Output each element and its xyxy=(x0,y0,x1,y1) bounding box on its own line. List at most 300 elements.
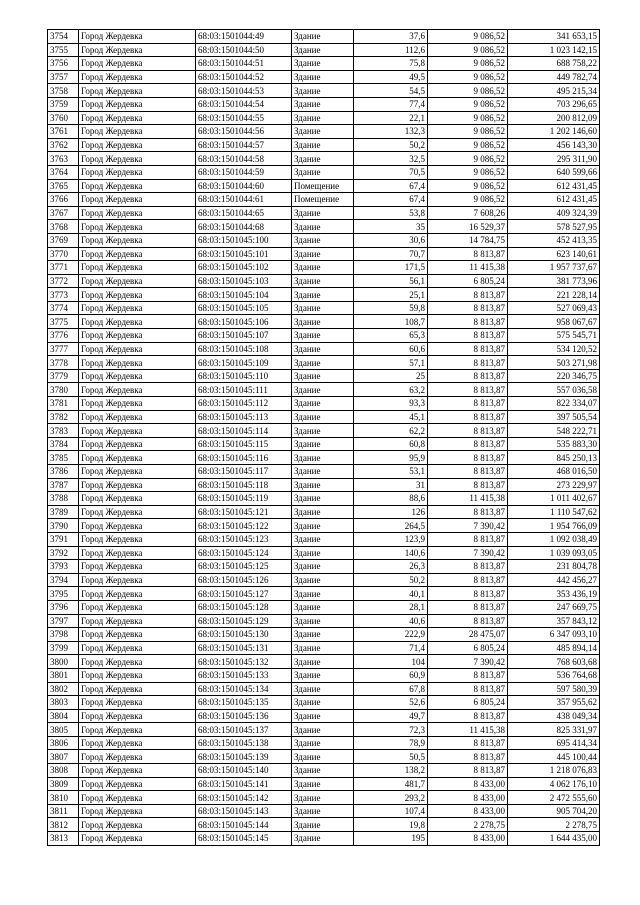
row-number-cell: 3777 xyxy=(48,342,79,356)
cadastral-value-cell: 1 644 435,00 xyxy=(508,832,600,846)
settlement-name-cell: Город Жердевка xyxy=(79,356,196,370)
cadastral-number-cell: 68:03:1501045:139 xyxy=(196,750,292,764)
cadastral-number-cell: 68:03:1501045:125 xyxy=(196,560,292,574)
table-row xyxy=(48,152,600,166)
table-row xyxy=(48,818,600,832)
table-row xyxy=(48,668,600,682)
settlement-name-cell: Город Жердевка xyxy=(79,750,196,764)
specific-value-cell: 7 390,42 xyxy=(428,519,508,533)
object-type-cell: Здание xyxy=(292,43,354,57)
settlement-name-cell: Город Жердевка xyxy=(79,70,196,84)
object-type-cell: Здание xyxy=(292,655,354,669)
settlement-name-cell: Город Жердевка xyxy=(79,546,196,560)
specific-value-cell: 8 813,87 xyxy=(428,315,508,329)
object-type-cell: Здание xyxy=(292,261,354,275)
table-row xyxy=(48,165,600,179)
cadastral-value-cell: 357 843,12 xyxy=(508,614,600,628)
area-cell: 126 xyxy=(354,505,428,519)
area-cell: 28,1 xyxy=(354,600,428,614)
row-number-cell: 3772 xyxy=(48,274,79,288)
row-number-cell: 3786 xyxy=(48,465,79,479)
area-cell: 35 xyxy=(354,220,428,234)
object-type-cell: Здание xyxy=(292,764,354,778)
settlement-name-cell: Город Жердевка xyxy=(79,519,196,533)
table-row xyxy=(48,492,600,506)
specific-value-cell: 9 086,52 xyxy=(428,165,508,179)
row-number-cell: 3776 xyxy=(48,329,79,343)
specific-value-cell: 8 813,87 xyxy=(428,505,508,519)
row-number-cell: 3762 xyxy=(48,138,79,152)
row-number-cell: 3808 xyxy=(48,764,79,778)
cadastral-number-cell: 68:03:1501045:110 xyxy=(196,369,292,383)
cadastral-number-cell: 68:03:1501045:101 xyxy=(196,247,292,261)
cadastral-number-cell: 68:03:1501045:114 xyxy=(196,424,292,438)
specific-value-cell: 9 086,52 xyxy=(428,193,508,207)
settlement-name-cell: Город Жердевка xyxy=(79,560,196,574)
cadastral-number-cell: 68:03:1501045:130 xyxy=(196,628,292,642)
cadastral-value-cell: 1 957 737,67 xyxy=(508,261,600,275)
cadastral-value-cell: 688 758,22 xyxy=(508,57,600,71)
table-row xyxy=(48,84,600,98)
specific-value-cell: 8 813,87 xyxy=(428,600,508,614)
cadastral-number-cell: 68:03:1501045:137 xyxy=(196,723,292,737)
table-row xyxy=(48,832,600,846)
area-cell: 93,3 xyxy=(354,397,428,411)
row-number-cell: 3761 xyxy=(48,125,79,139)
area-cell: 22,1 xyxy=(354,111,428,125)
row-number-cell: 3767 xyxy=(48,206,79,220)
specific-value-cell: 9 086,52 xyxy=(428,152,508,166)
specific-value-cell: 8 433,00 xyxy=(428,804,508,818)
cadastral-number-cell: 68:03:1501044:57 xyxy=(196,138,292,152)
settlement-name-cell: Город Жердевка xyxy=(79,206,196,220)
area-cell: 112,6 xyxy=(354,43,428,57)
cadastral-value-cell: 357 955,62 xyxy=(508,696,600,710)
cadastral-number-cell: 68:03:1501045:126 xyxy=(196,573,292,587)
settlement-name-cell: Город Жердевка xyxy=(79,125,196,139)
cadastral-value-cell: 468 016,50 xyxy=(508,465,600,479)
cadastral-number-cell: 68:03:1501045:108 xyxy=(196,342,292,356)
area-cell: 60,8 xyxy=(354,437,428,451)
object-type-cell: Здание xyxy=(292,125,354,139)
cadastral-value-cell: 220 346,75 xyxy=(508,369,600,383)
specific-value-cell: 8 813,87 xyxy=(428,424,508,438)
row-number-cell: 3769 xyxy=(48,233,79,247)
area-cell: 49,5 xyxy=(354,70,428,84)
settlement-name-cell: Город Жердевка xyxy=(79,655,196,669)
area-cell: 140,6 xyxy=(354,546,428,560)
cadastral-value-cell: 273 229,97 xyxy=(508,478,600,492)
cadastral-number-cell: 68:03:1501045:140 xyxy=(196,764,292,778)
settlement-name-cell: Город Жердевка xyxy=(79,152,196,166)
table-row xyxy=(48,546,600,560)
cadastral-number-cell: 68:03:1501045:112 xyxy=(196,397,292,411)
object-type-cell: Здание xyxy=(292,804,354,818)
area-cell: 77,4 xyxy=(354,97,428,111)
object-type-cell: Здание xyxy=(292,220,354,234)
cadastral-value-cell: 695 414,34 xyxy=(508,736,600,750)
row-number-cell: 3801 xyxy=(48,668,79,682)
table-row xyxy=(48,451,600,465)
cadastral-value-cell: 409 324,39 xyxy=(508,206,600,220)
row-number-cell: 3757 xyxy=(48,70,79,84)
table-row xyxy=(48,532,600,546)
cadastral-number-cell: 68:03:1501045:128 xyxy=(196,600,292,614)
table-row xyxy=(48,505,600,519)
specific-value-cell: 9 086,52 xyxy=(428,97,508,111)
cadastral-number-cell: 68:03:1501045:111 xyxy=(196,383,292,397)
area-cell: 95,9 xyxy=(354,451,428,465)
specific-value-cell: 9 086,52 xyxy=(428,70,508,84)
table-row xyxy=(48,57,600,71)
row-number-cell: 3795 xyxy=(48,587,79,601)
table-body xyxy=(48,30,600,846)
settlement-name-cell: Город Жердевка xyxy=(79,315,196,329)
cadastral-value-cell: 445 100,44 xyxy=(508,750,600,764)
area-cell: 54,5 xyxy=(354,84,428,98)
row-number-cell: 3785 xyxy=(48,451,79,465)
row-number-cell: 3791 xyxy=(48,532,79,546)
cadastral-value-cell: 1 039 093,05 xyxy=(508,546,600,560)
specific-value-cell: 8 813,87 xyxy=(428,383,508,397)
specific-value-cell: 8 813,87 xyxy=(428,247,508,261)
specific-value-cell: 9 086,52 xyxy=(428,125,508,139)
settlement-name-cell: Город Жердевка xyxy=(79,818,196,832)
object-type-cell: Здание xyxy=(292,315,354,329)
cadastral-value-cell: 452 413,35 xyxy=(508,233,600,247)
object-type-cell: Здание xyxy=(292,111,354,125)
row-number-cell: 3756 xyxy=(48,57,79,71)
cadastral-number-cell: 68:03:1501045:123 xyxy=(196,532,292,546)
table-row xyxy=(48,723,600,737)
table-row xyxy=(48,301,600,315)
specific-value-cell: 8 813,87 xyxy=(428,614,508,628)
row-number-cell: 3806 xyxy=(48,736,79,750)
object-type-cell: Здание xyxy=(292,532,354,546)
cadastral-value-cell: 503 271,98 xyxy=(508,356,600,370)
area-cell: 171,5 xyxy=(354,261,428,275)
cadastral-number-cell: 68:03:1501044:49 xyxy=(196,30,292,44)
table-row xyxy=(48,397,600,411)
settlement-name-cell: Город Жердевка xyxy=(79,329,196,343)
settlement-name-cell: Город Жердевка xyxy=(79,274,196,288)
cadastral-value-cell: 381 773,96 xyxy=(508,274,600,288)
settlement-name-cell: Город Жердевка xyxy=(79,97,196,111)
table-row xyxy=(48,573,600,587)
area-cell: 56,1 xyxy=(354,274,428,288)
object-type-cell: Здание xyxy=(292,668,354,682)
area-cell: 107,4 xyxy=(354,804,428,818)
row-number-cell: 3770 xyxy=(48,247,79,261)
row-number-cell: 3765 xyxy=(48,179,79,193)
cadastral-value-cell: 2 472 555,60 xyxy=(508,791,600,805)
cadastral-number-cell: 68:03:1501045:132 xyxy=(196,655,292,669)
cadastral-number-cell: 68:03:1501044:59 xyxy=(196,165,292,179)
settlement-name-cell: Город Жердевка xyxy=(79,587,196,601)
cadastral-value-cell: 575 545,71 xyxy=(508,329,600,343)
area-cell: 30,6 xyxy=(354,233,428,247)
table-row xyxy=(48,233,600,247)
specific-value-cell: 8 813,87 xyxy=(428,342,508,356)
cadastral-value-cell: 612 431,45 xyxy=(508,193,600,207)
cadastral-value-cell: 1 202 146,60 xyxy=(508,125,600,139)
object-type-cell: Здание xyxy=(292,818,354,832)
table-row xyxy=(48,206,600,220)
area-cell: 31 xyxy=(354,478,428,492)
cadastral-value-cell: 4 062 176,10 xyxy=(508,777,600,791)
area-cell: 88,6 xyxy=(354,492,428,506)
object-type-cell: Здание xyxy=(292,97,354,111)
table-row xyxy=(48,329,600,343)
specific-value-cell: 9 086,52 xyxy=(428,57,508,71)
row-number-cell: 3778 xyxy=(48,356,79,370)
cadastral-number-cell: 68:03:1501045:100 xyxy=(196,233,292,247)
row-number-cell: 3790 xyxy=(48,519,79,533)
specific-value-cell: 9 086,52 xyxy=(428,84,508,98)
specific-value-cell: 8 813,87 xyxy=(428,709,508,723)
settlement-name-cell: Город Жердевка xyxy=(79,424,196,438)
specific-value-cell: 8 433,00 xyxy=(428,791,508,805)
object-type-cell: Здание xyxy=(292,451,354,465)
object-type-cell: Здание xyxy=(292,587,354,601)
cadastral-value-cell: 825 331,97 xyxy=(508,723,600,737)
cadastral-number-cell: 68:03:1501045:133 xyxy=(196,668,292,682)
row-number-cell: 3755 xyxy=(48,43,79,57)
area-cell: 50,5 xyxy=(354,750,428,764)
table-row xyxy=(48,628,600,642)
cadastral-value-cell: 341 653,15 xyxy=(508,30,600,44)
area-cell: 65,3 xyxy=(354,329,428,343)
row-number-cell: 3813 xyxy=(48,832,79,846)
area-cell: 40,1 xyxy=(354,587,428,601)
area-cell: 104 xyxy=(354,655,428,669)
cadastral-value-cell: 958 067,67 xyxy=(508,315,600,329)
specific-value-cell: 6 805,24 xyxy=(428,641,508,655)
specific-value-cell: 11 415,38 xyxy=(428,723,508,737)
settlement-name-cell: Город Жердевка xyxy=(79,30,196,44)
area-cell: 50,2 xyxy=(354,138,428,152)
cadastral-value-cell: 1 011 402,67 xyxy=(508,492,600,506)
cadastral-number-cell: 68:03:1501045:116 xyxy=(196,451,292,465)
cadastral-number-cell: 68:03:1501045:113 xyxy=(196,410,292,424)
cadastral-number-cell: 68:03:1501044:52 xyxy=(196,70,292,84)
cadastral-value-cell: 534 120,52 xyxy=(508,342,600,356)
cadastral-number-cell: 68:03:1501045:124 xyxy=(196,546,292,560)
specific-value-cell: 8 813,87 xyxy=(428,532,508,546)
area-cell: 75,8 xyxy=(354,57,428,71)
settlement-name-cell: Город Жердевка xyxy=(79,668,196,682)
row-number-cell: 3763 xyxy=(48,152,79,166)
object-type-cell: Здание xyxy=(292,397,354,411)
cadastral-number-cell: 68:03:1501045:105 xyxy=(196,301,292,315)
area-cell: 132,3 xyxy=(354,125,428,139)
cadastral-number-cell: 68:03:1501044:61 xyxy=(196,193,292,207)
object-type-cell: Здание xyxy=(292,682,354,696)
area-cell: 60,6 xyxy=(354,342,428,356)
specific-value-cell: 8 813,87 xyxy=(428,587,508,601)
table-row xyxy=(48,478,600,492)
table-row xyxy=(48,437,600,451)
cadastral-number-cell: 68:03:1501045:103 xyxy=(196,274,292,288)
specific-value-cell: 8 813,87 xyxy=(428,451,508,465)
cadastral-value-cell: 449 782,74 xyxy=(508,70,600,84)
table-row xyxy=(48,315,600,329)
settlement-name-cell: Город Жердевка xyxy=(79,383,196,397)
specific-value-cell: 11 415,38 xyxy=(428,492,508,506)
settlement-name-cell: Город Жердевка xyxy=(79,709,196,723)
cadastral-number-cell: 68:03:1501045:131 xyxy=(196,641,292,655)
specific-value-cell: 8 813,87 xyxy=(428,437,508,451)
area-cell: 53,8 xyxy=(354,206,428,220)
settlement-name-cell: Город Жердевка xyxy=(79,165,196,179)
row-number-cell: 3774 xyxy=(48,301,79,315)
object-type-cell: Здание xyxy=(292,342,354,356)
specific-value-cell: 8 813,87 xyxy=(428,465,508,479)
cadastral-number-cell: 68:03:1501045:107 xyxy=(196,329,292,343)
table-row xyxy=(48,764,600,778)
specific-value-cell: 8 813,87 xyxy=(428,736,508,750)
object-type-cell: Здание xyxy=(292,832,354,846)
cadastral-value-cell: 548 222,71 xyxy=(508,424,600,438)
cadastral-number-cell: 68:03:1501045:117 xyxy=(196,465,292,479)
cadastral-number-cell: 68:03:1501044:53 xyxy=(196,84,292,98)
table-row xyxy=(48,804,600,818)
cadastral-number-cell: 68:03:1501045:136 xyxy=(196,709,292,723)
specific-value-cell: 8 813,87 xyxy=(428,301,508,315)
object-type-cell: Здание xyxy=(292,138,354,152)
table-row xyxy=(48,655,600,669)
specific-value-cell: 6 805,24 xyxy=(428,274,508,288)
cadastral-value-cell: 485 894,14 xyxy=(508,641,600,655)
object-type-cell: Помещение xyxy=(292,193,354,207)
specific-value-cell: 8 813,87 xyxy=(428,573,508,587)
area-cell: 195 xyxy=(354,832,428,846)
cadastral-value-cell: 1 110 547,62 xyxy=(508,505,600,519)
object-type-cell: Здание xyxy=(292,57,354,71)
cadastral-value-cell: 438 049,34 xyxy=(508,709,600,723)
specific-value-cell: 8 813,87 xyxy=(428,668,508,682)
row-number-cell: 3768 xyxy=(48,220,79,234)
row-number-cell: 3782 xyxy=(48,410,79,424)
cadastral-value-cell: 353 436,19 xyxy=(508,587,600,601)
table-row xyxy=(48,288,600,302)
specific-value-cell: 9 086,52 xyxy=(428,179,508,193)
object-type-cell: Здание xyxy=(292,84,354,98)
settlement-name-cell: Город Жердевка xyxy=(79,179,196,193)
object-type-cell: Здание xyxy=(292,600,354,614)
object-type-cell: Здание xyxy=(292,736,354,750)
specific-value-cell: 8 433,00 xyxy=(428,832,508,846)
cadastral-value-cell: 397 505,54 xyxy=(508,410,600,424)
object-type-cell: Здание xyxy=(292,560,354,574)
cadastral-value-cell: 703 296,65 xyxy=(508,97,600,111)
area-cell: 67,4 xyxy=(354,179,428,193)
area-cell: 481,7 xyxy=(354,777,428,791)
area-cell: 57,1 xyxy=(354,356,428,370)
specific-value-cell: 9 086,52 xyxy=(428,111,508,125)
cadastral-value-cell: 495 215,34 xyxy=(508,84,600,98)
settlement-name-cell: Город Жердевка xyxy=(79,84,196,98)
settlement-name-cell: Город Жердевка xyxy=(79,138,196,152)
row-number-cell: 3797 xyxy=(48,614,79,628)
specific-value-cell: 9 086,52 xyxy=(428,138,508,152)
row-number-cell: 3796 xyxy=(48,600,79,614)
cadastral-number-cell: 68:03:1501045:109 xyxy=(196,356,292,370)
table-row xyxy=(48,179,600,193)
object-type-cell: Здание xyxy=(292,777,354,791)
cadastral-value-cell: 221 228,14 xyxy=(508,288,600,302)
area-cell: 264,5 xyxy=(354,519,428,533)
cadastral-value-cell: 456 143,30 xyxy=(508,138,600,152)
settlement-name-cell: Город Жердевка xyxy=(79,233,196,247)
row-number-cell: 3764 xyxy=(48,165,79,179)
specific-value-cell: 8 813,87 xyxy=(428,329,508,343)
settlement-name-cell: Город Жердевка xyxy=(79,832,196,846)
object-type-cell: Здание xyxy=(292,329,354,343)
table-row xyxy=(48,519,600,533)
specific-value-cell: 9 086,52 xyxy=(428,43,508,57)
settlement-name-cell: Город Жердевка xyxy=(79,614,196,628)
area-cell: 52,6 xyxy=(354,696,428,710)
table-row xyxy=(48,383,600,397)
area-cell: 70,7 xyxy=(354,247,428,261)
settlement-name-cell: Город Жердевка xyxy=(79,492,196,506)
object-type-cell: Здание xyxy=(292,696,354,710)
object-type-cell: Здание xyxy=(292,437,354,451)
settlement-name-cell: Город Жердевка xyxy=(79,478,196,492)
area-cell: 50,2 xyxy=(354,573,428,587)
table-row xyxy=(48,247,600,261)
object-type-cell: Здание xyxy=(292,519,354,533)
cadastral-number-cell: 68:03:1501044:65 xyxy=(196,206,292,220)
area-cell: 59,8 xyxy=(354,301,428,315)
object-type-cell: Здание xyxy=(292,410,354,424)
cadastral-value-cell: 1 092 038,49 xyxy=(508,532,600,546)
table-row xyxy=(48,777,600,791)
specific-value-cell: 8 433,00 xyxy=(428,777,508,791)
object-type-cell: Здание xyxy=(292,492,354,506)
object-type-cell: Здание xyxy=(292,356,354,370)
specific-value-cell: 8 813,87 xyxy=(428,397,508,411)
cadastral-number-cell: 68:03:1501045:102 xyxy=(196,261,292,275)
settlement-name-cell: Город Жердевка xyxy=(79,111,196,125)
settlement-name-cell: Город Жердевка xyxy=(79,43,196,57)
table-row xyxy=(48,587,600,601)
table-row xyxy=(48,356,600,370)
table-row xyxy=(48,465,600,479)
row-number-cell: 3798 xyxy=(48,628,79,642)
table-row xyxy=(48,682,600,696)
area-cell: 138,2 xyxy=(354,764,428,778)
settlement-name-cell: Город Жердевка xyxy=(79,505,196,519)
row-number-cell: 3773 xyxy=(48,288,79,302)
area-cell: 40,6 xyxy=(354,614,428,628)
area-cell: 70,5 xyxy=(354,165,428,179)
cadastral-number-cell: 68:03:1501045:135 xyxy=(196,696,292,710)
specific-value-cell: 8 813,87 xyxy=(428,369,508,383)
object-type-cell: Здание xyxy=(292,546,354,560)
row-number-cell: 3788 xyxy=(48,492,79,506)
table-row xyxy=(48,43,600,57)
object-type-cell: Помещение xyxy=(292,179,354,193)
cadastral-number-cell: 68:03:1501045:144 xyxy=(196,818,292,832)
specific-value-cell: 8 813,87 xyxy=(428,356,508,370)
table-row xyxy=(48,709,600,723)
row-number-cell: 3789 xyxy=(48,505,79,519)
object-type-cell: Здание xyxy=(292,750,354,764)
table-row xyxy=(48,138,600,152)
object-type-cell: Здание xyxy=(292,383,354,397)
